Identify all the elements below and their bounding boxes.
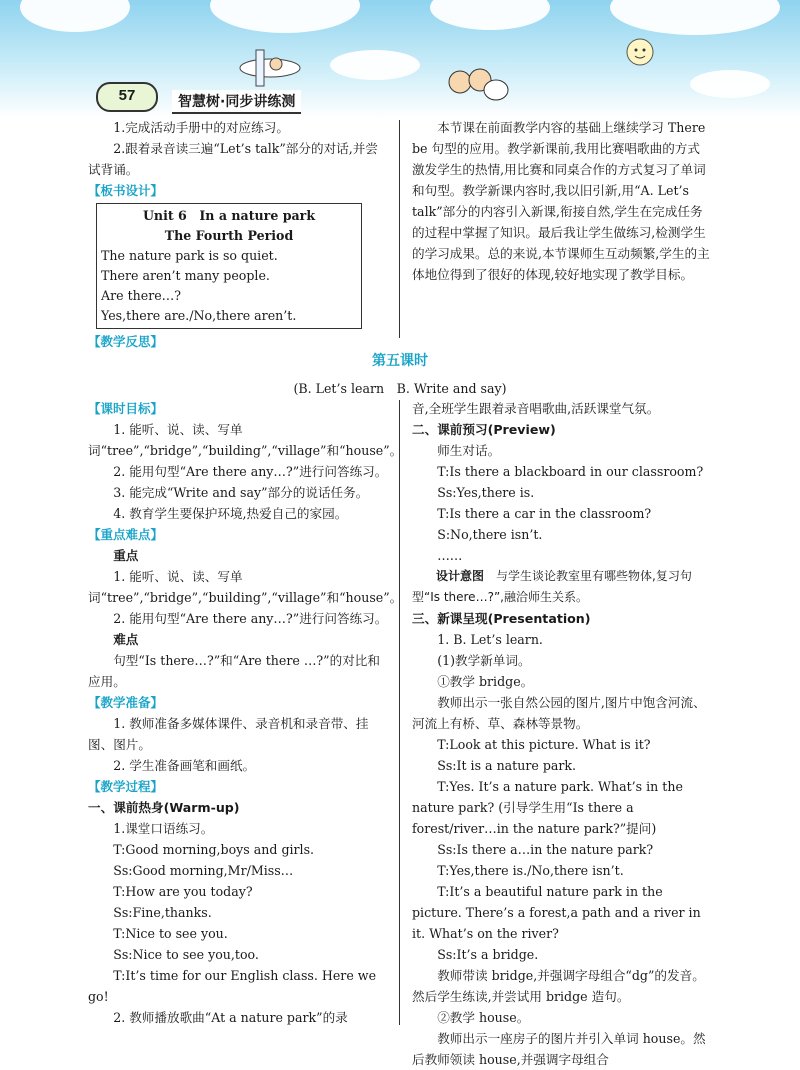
preview-line: Ss:Yes,there is. bbox=[437, 485, 535, 500]
lesson-subtitle: (B. Let’s learn B. Write and say) bbox=[293, 381, 507, 396]
cloud-shape bbox=[690, 70, 770, 98]
key-item: 2. 能用句型“Are there any…?”进行问答练习。 bbox=[113, 611, 388, 626]
warmup-line: Ss:Good morning,Mr/Miss… bbox=[113, 863, 294, 878]
kids-icon bbox=[440, 60, 510, 106]
lesson-title: 第五课时 bbox=[372, 353, 428, 369]
column-divider bbox=[399, 400, 400, 1025]
presentation-line: Ss:It is a nature park. bbox=[437, 758, 577, 773]
cloud-shape bbox=[20, 0, 130, 32]
presentation-line: T:Look at this picture. What is it? bbox=[437, 737, 651, 752]
board-design-box bbox=[96, 203, 362, 329]
design-intent-text: 与学生谈论教室里有哪些物体,复习句型“Is there…?”,融洽师生关系。 bbox=[412, 569, 692, 604]
top-left-column bbox=[88, 117, 388, 352]
presentation-line: ①教学 bridge。 bbox=[437, 674, 534, 689]
warmup-line: T:Good morning,boys and girls. bbox=[113, 842, 315, 857]
lesson-left-column bbox=[88, 398, 403, 1028]
warmup-line: Ss:Nice to see you,too. bbox=[113, 947, 259, 962]
preview-line: …… bbox=[437, 548, 463, 563]
presentation-line: ②教学 house。 bbox=[437, 1010, 530, 1025]
design-intent bbox=[412, 566, 712, 608]
key-points-tag: 【重点难点】 bbox=[88, 527, 164, 542]
presentation-line: 1. B. Let’s learn. bbox=[437, 632, 543, 647]
page-number: 57 bbox=[96, 82, 158, 112]
cloud-shape bbox=[210, 0, 360, 33]
process-tag: 【教学过程】 bbox=[88, 779, 164, 794]
presentation-line: 教师带读 bridge,并强调字母组合“dg”的发音。然后学生练读,并尝试用 bridge 造句。 bbox=[412, 968, 705, 1004]
warmup-line: Ss:Fine,thanks. bbox=[113, 905, 212, 920]
reflection-tag: 【教学反思】 bbox=[88, 334, 164, 349]
goal-item: 3. 能完成“Write and say”部分的说话任务。 bbox=[113, 485, 369, 500]
preview-line: 师生对话。 bbox=[437, 443, 501, 458]
presentation-line: T:Yes. It’s a nature park. What’s in the nature park? (引导学生用“Is there a forest/river…in the nature park?”提问) bbox=[412, 779, 683, 836]
warmup-line: T:Nice to see you. bbox=[113, 926, 228, 941]
board-line: Are there…? bbox=[101, 288, 182, 303]
presentation-line: 教师出示一张自然公园的图片,图片中饱含河流、河流上有桥、草、森林等景物。 bbox=[412, 695, 706, 731]
board-line: Yes,there are./No,there aren’t. bbox=[101, 308, 297, 323]
warmup-line: T:How are you today? bbox=[113, 884, 253, 899]
column-divider bbox=[399, 120, 400, 338]
key-heading: 重点 bbox=[113, 548, 139, 563]
presentation-line: (1)教学新单词。 bbox=[437, 653, 531, 668]
presentation-line: T:It’s a beautiful nature park in the picture. There’s a forest,a path and a river in it. What’s on the river? bbox=[412, 884, 701, 941]
homework-1: 1.完成活动手册中的对应练习。 bbox=[113, 120, 289, 135]
board-line: There aren’t many people. bbox=[101, 268, 270, 283]
cloud-shape bbox=[330, 50, 420, 80]
warmup-line: 2. 教师播放歌曲“At a nature park”的录 bbox=[113, 1010, 348, 1025]
difficulty-heading: 难点 bbox=[113, 632, 139, 647]
board-line: The nature park is so quiet. bbox=[101, 248, 278, 263]
board-period-title: The Fourth Period bbox=[164, 228, 294, 243]
presentation-line: T:Yes,there is./No,there isn’t. bbox=[437, 863, 624, 878]
warmup-line: T:It’s time for our English class. Here we go! bbox=[88, 968, 377, 1004]
difficulty-text: 句型“Is there…?”和“Are there …?”的对比和应用。 bbox=[88, 653, 380, 689]
warmup-line: 1.课堂口语练习。 bbox=[113, 821, 214, 836]
preview-line: T:Is there a blackboard in our classroom? bbox=[437, 464, 704, 479]
lesson-right-column bbox=[412, 398, 712, 1070]
cloud-shape bbox=[430, 0, 550, 30]
presentation-line: Ss:It’s a bridge. bbox=[437, 947, 539, 962]
board-unit-title: Unit 6 In a nature park bbox=[142, 208, 316, 223]
goal-item: 2. 能用句型“Are there any…?”进行问答练习。 bbox=[113, 464, 388, 479]
presentation-line: Ss:Is there a…in the nature park? bbox=[437, 842, 654, 857]
design-intent-label: 设计意图 bbox=[436, 569, 485, 583]
goal-item: 4. 教育学生要保护环境,热爱自己的家园。 bbox=[113, 506, 348, 521]
warmup-heading: 一、课前热身(Warm-up) bbox=[88, 800, 240, 815]
preview-line: S:No,there isn’t. bbox=[437, 527, 543, 542]
series-title: 智慧树·同步讲练测 bbox=[172, 90, 301, 114]
goal-item: 1. 能听、说、读、写单词“tree”,“bridge”,“building”,“village”和“house”。 bbox=[88, 422, 403, 458]
goals-tag: 【课时目标】 bbox=[88, 401, 164, 416]
preparation-tag: 【教学准备】 bbox=[88, 695, 164, 710]
preparation-item: 2. 学生准备画笔和画纸。 bbox=[113, 758, 256, 773]
airplane-icon bbox=[230, 40, 310, 90]
presentation-line: 教师出示一座房子的图片并引入单词 house。然后教师领读 house,并强调字母组合 bbox=[412, 1031, 706, 1067]
reflection-text: 本节课在前面教学内容的基础上继续学习 There be 句型的应用。教学新课前,我用比赛唱歌曲的方式激发学生的热情,用比赛和同桌合作的方式复习了单词和句型。教学新课内容时,我以旧引新,用“A. Let’s talk”部分的内容引入新课,衔接自然,学生在完成任务的过程中掌握了知识。最后我让学生做练习,检测学生的学习成果。总的来说,本节课师生互动频繁,学生的主体地位得到了很好的体现,较好地实现了教学目标。 bbox=[412, 120, 710, 282]
sun-icon bbox=[618, 30, 662, 74]
top-right-column bbox=[412, 117, 712, 285]
song-continuation: 音,全班学生跟着录音唱歌曲,活跃课堂气氛。 bbox=[412, 401, 660, 416]
homework-2: 2.跟着录音读三遍“Let’s talk”部分的对话,并尝试背诵。 bbox=[88, 141, 378, 177]
presentation-heading: 三、新课呈现(Presentation) bbox=[412, 611, 591, 626]
key-item: 1. 能听、说、读、写单词“tree”,“bridge”,“building”,“village”和“house”。 bbox=[88, 569, 403, 605]
preparation-item: 1. 教师准备多媒体课件、录音机和录音带、挂图、图片。 bbox=[88, 716, 369, 752]
board-design-tag: 【板书设计】 bbox=[88, 183, 164, 198]
preview-line: T:Is there a car in the classroom? bbox=[437, 506, 652, 521]
preview-heading: 二、课前预习(Preview) bbox=[412, 422, 556, 437]
